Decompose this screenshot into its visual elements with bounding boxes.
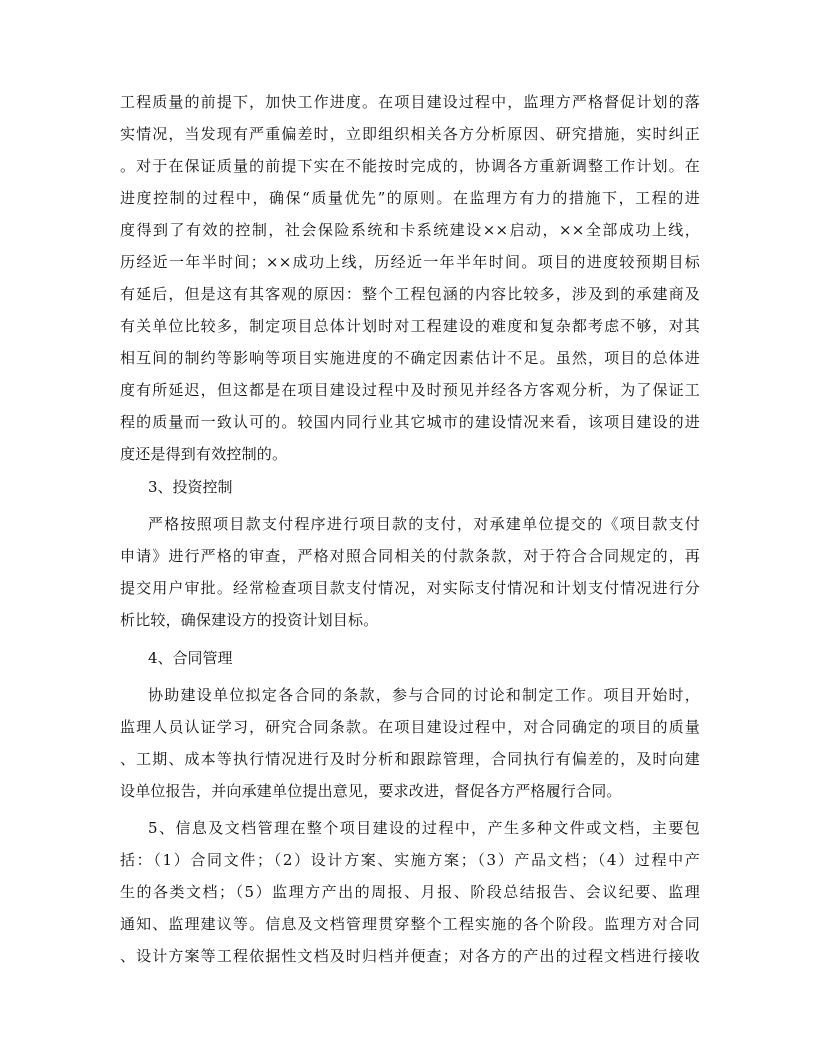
section-heading-contract [120, 642, 700, 674]
paragraph-investment-control [120, 508, 700, 636]
text-line: 、设计方案等工程依据性文档及时归档并便查；对各方的产出的过程文档进行接收 [120, 947, 700, 965]
section-heading: 3、投资控制 [148, 478, 233, 496]
text-line: 实情况，当发现有严重偏差时，立即组织相关各方分析原因、研究措施，实时纠正 [120, 125, 700, 143]
text-line: 提交用户审批。经常检查项目款支付情况，对实际支付情况和计划支付情况进行分 [120, 579, 700, 597]
paragraph-progress-control [120, 86, 700, 470]
text-line: 生的各类文档；（5）监理方产出的周报、月报、阶段总结报告、会议纪要、监理 [120, 883, 700, 901]
text-line: 进度控制的过程中，确保“质量优先”的原则。在监理方有力的措施下，工程的进 [120, 189, 700, 207]
text-line: 5、信息及文档管理在整个项目建设的过程中，产生多种文件或文档，主要包 [148, 819, 700, 837]
section-heading: 4、合同管理 [148, 649, 233, 667]
text-line: 相互间的制约等影响等项目实施进度的不确定因素估计不足。虽然，项目的总体进 [120, 349, 700, 367]
section-heading-investment [120, 471, 700, 503]
paragraph-document-management [120, 812, 700, 972]
text-line: 程的质量而一致认可的。较国内同行业其它城市的建设情况来看，该项目建设的进 [120, 413, 700, 431]
text-line: 括：（1）合同文件；（2）设计方案、实施方案；（3）产品文档；（4）过程中产 [120, 851, 700, 869]
text-line: 协助建设单位拟定各合同的条款，参与合同的讨论和制定工作。项目开始时， [148, 686, 700, 704]
paragraph-contract-management [120, 679, 700, 807]
text-line: 监理人员认证学习，研究合同条款。在项目建设过程中，对合同确定的项目的质量 [120, 718, 700, 736]
text-line: 度还是得到有效控制的。 [120, 445, 288, 463]
text-line: 设单位报告，并向承建单位提出意见，要求改进，督促各方严格履行合同。 [120, 782, 622, 800]
text-line: 析比较，确保建设方的投资计划目标。 [120, 611, 379, 629]
text-line: 、工期、成本等执行情况进行及时分析和跟踪管理，合同执行有偏差的，及时向建 [120, 750, 700, 768]
text-line: 有关单位比较多，制定项目总体计划时对工程建设的难度和复杂都考虑不够，对其 [120, 317, 700, 335]
text-line: 申请》进行严格的审查，严格对照合同相关的付款条款，对于符合合同规定的，再 [120, 547, 700, 565]
text-line: 严格按照项目款支付程序进行项目款的支付，对承建单位提交的《项目款支付 [148, 515, 700, 533]
text-line: 。对于在保证质量的前提下实在不能按时完成的，协调各方重新调整工作计划。在 [120, 157, 700, 175]
text-line: 工程质量的前提下，加快工作进度。在项目建设过程中，监理方严格督促计划的落 [120, 93, 700, 111]
text-line: 度得到了有效的控制，社会保险系统和卡系统建设××启动，××全部成功上线， [120, 221, 700, 239]
text-line: 度有所延迟，但这都是在项目建设过程中及时预见并经各方客观分析，为了保证工 [120, 381, 700, 399]
text-line: 历经近一年半时间；××成功上线，历经近一年半年时间。项目的进度较预期目标 [120, 253, 700, 271]
text-line: 有延后，但是这有其客观的原因：整个工程包涵的内容比较多，涉及到的承建商及 [120, 285, 700, 303]
text-line: 通知、监理建议等。信息及文档管理贯穿整个工程实施的各个阶段。监理方对合同 [120, 915, 700, 933]
